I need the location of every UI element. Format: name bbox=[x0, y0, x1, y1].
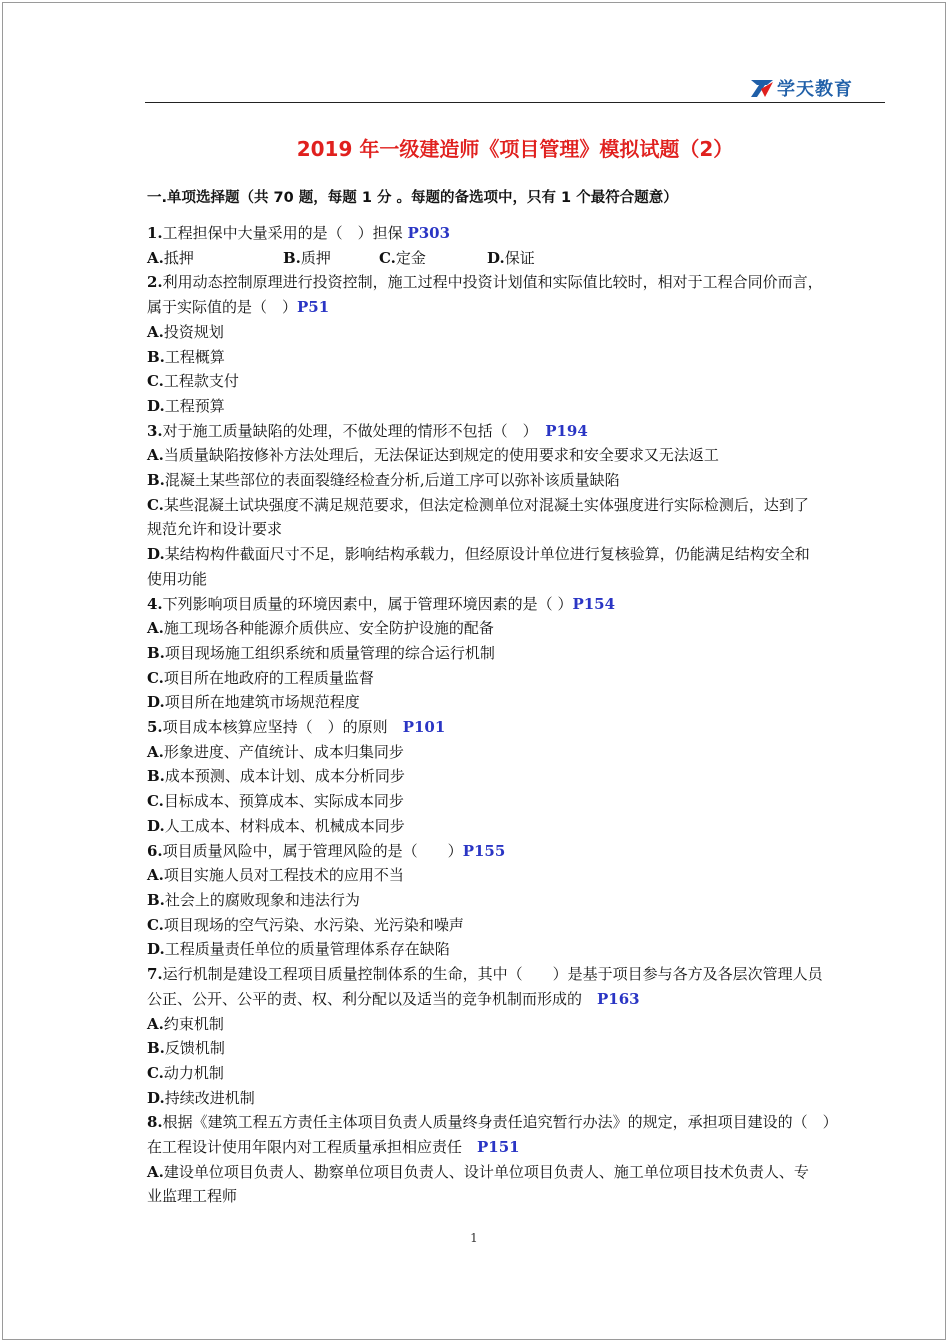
option-d: D.保证 bbox=[487, 248, 535, 267]
option-b: B.社会上的腐败现象和违法行为 bbox=[147, 890, 360, 909]
option-c: C.定金 bbox=[379, 248, 426, 267]
option-d-cont: 使用功能 bbox=[147, 569, 208, 588]
question-2-stem: 2.利用动态控制原理进行投资控制，施工过程中投资计划值和实际值比较时，相对于工程合同价而言， bbox=[147, 273, 823, 292]
question-5-stem: 5.项目成本核算应坚持（ ）的原则 P101 bbox=[147, 718, 446, 737]
option-c: C.工程款支付 bbox=[147, 372, 239, 391]
page-ref: P51 bbox=[297, 298, 330, 317]
question-6-stem: 6.项目质量风险中，属于管理风险的是（ ）P155 bbox=[147, 841, 506, 860]
option-a: A.当质量缺陷按修补方法处理后，无法保证达到规定的使用要求和安全要求又无法返工 bbox=[147, 446, 719, 465]
page-ref: P154 bbox=[572, 594, 616, 613]
option-a: A.项目实施人员对工程技术的应用不当 bbox=[147, 866, 404, 885]
brand-name: 学天教育 bbox=[777, 79, 853, 100]
option-c: C.项目现场的空气污染、水污染、光污染和噪声 bbox=[147, 915, 464, 934]
question-list bbox=[147, 221, 887, 1209]
question-4-stem: 4.下列影响项目质量的环境因素中，属于管理环境因素的是（ ）P154 bbox=[147, 594, 616, 613]
option-c: C.某些混凝土试块强度不满足规范要求，但法定检测单位对混凝土实体强度进行实际检测后，达到了 bbox=[147, 495, 809, 514]
section-heading: 一.单项选择题（共 70 题，每题 1 分 。每题的备选项中，只有 1 个最符合题意） bbox=[147, 190, 678, 206]
question-7-stem: 7.运行机制是建设工程项目质量控制体系的生命，其中（ ）是基于项目参与各方及各层次管理人员 bbox=[147, 965, 823, 984]
question-1-options bbox=[147, 246, 887, 271]
option-b: B.工程概算 bbox=[147, 347, 225, 366]
question-8-stem: 8.根据《建筑工程五方责任主体项目负责人质量终身责任追究暂行办法》的规定，承担项目建设的（ ） bbox=[147, 1113, 838, 1132]
page-number: 1 bbox=[470, 1231, 478, 1245]
question-3-stem: 3.对于施工质量缺陷的处理，不做处理的情形不包括（ ） P194 bbox=[147, 421, 588, 440]
question-7-stem-cont: 公正、公开、公平的责、权、利分配以及适当的竞争机制而形成的 P163 bbox=[147, 989, 640, 1008]
option-d: D.工程预算 bbox=[147, 396, 225, 415]
option-c: C.项目所在地政府的工程质量监督 bbox=[147, 668, 374, 687]
option-a: A.形象进度、产值统计、成本归集同步 bbox=[147, 742, 404, 761]
option-a: A.建设单位项目负责人、勘察单位项目负责人、设计单位项目负责人、施工单位项目技术负责人、专 bbox=[147, 1162, 809, 1181]
option-a: A.施工现场各种能源介质供应、安全防护设施的配备 bbox=[147, 619, 494, 638]
document-page bbox=[2, 2, 946, 1340]
page-ref: P151 bbox=[477, 1138, 520, 1157]
page-ref: P101 bbox=[402, 718, 446, 737]
option-c-cont: 规范允许和设计要求 bbox=[147, 520, 283, 539]
option-b: B.质押 bbox=[283, 248, 331, 267]
option-a-cont: 业监理工程师 bbox=[147, 1187, 238, 1206]
option-d: D.项目所在地建筑市场规范程度 bbox=[147, 693, 360, 712]
page-ref: P163 bbox=[597, 989, 640, 1008]
header-divider bbox=[145, 102, 885, 103]
option-a: A.约束机制 bbox=[147, 1014, 224, 1033]
option-b: B.反馈机制 bbox=[147, 1039, 225, 1058]
option-b: B.成本预测、成本计划、成本分析同步 bbox=[147, 767, 405, 786]
question-1-stem: 1.工程担保中大量采用的是（ ）担保 P303 bbox=[147, 224, 451, 242]
question-2-stem-cont: 属于实际值的是（ ）P51 bbox=[147, 298, 330, 317]
option-d: D.某结构构件截面尺寸不足，影响结构承载力，但经原设计单位进行复核验算，仍能满足结构安全和 bbox=[147, 545, 810, 564]
option-c: C.目标成本、预算成本、实际成本同步 bbox=[147, 792, 404, 811]
option-a: A.抵押 bbox=[147, 248, 194, 267]
option-d: D.持续改进机制 bbox=[147, 1088, 255, 1107]
page-ref: P155 bbox=[462, 841, 506, 860]
question-8-stem-cont: 在工程设计使用年限内对工程质量承担相应责任 P151 bbox=[147, 1138, 520, 1157]
brand-logo bbox=[751, 76, 853, 100]
page-ref: P194 bbox=[545, 421, 588, 440]
option-d: D.工程质量责任单位的质量管理体系存在缺陷 bbox=[147, 940, 450, 959]
option-c: C.动力机制 bbox=[147, 1063, 224, 1082]
xuetian-logo-icon bbox=[751, 78, 773, 98]
option-b: B.项目现场施工组织系统和质量管理的综合运行机制 bbox=[147, 643, 495, 662]
option-b: B.混凝土某些部位的表面裂缝经检查分析,后道工序可以弥补该质量缺陷 bbox=[147, 471, 620, 490]
page-title: 2019 年一级建造师《项目管理》模拟试题（2） bbox=[296, 137, 734, 161]
option-a: A.投资规划 bbox=[147, 322, 224, 341]
page-ref: P303 bbox=[407, 224, 451, 242]
option-d: D.人工成本、材料成本、机械成本同步 bbox=[147, 816, 405, 835]
